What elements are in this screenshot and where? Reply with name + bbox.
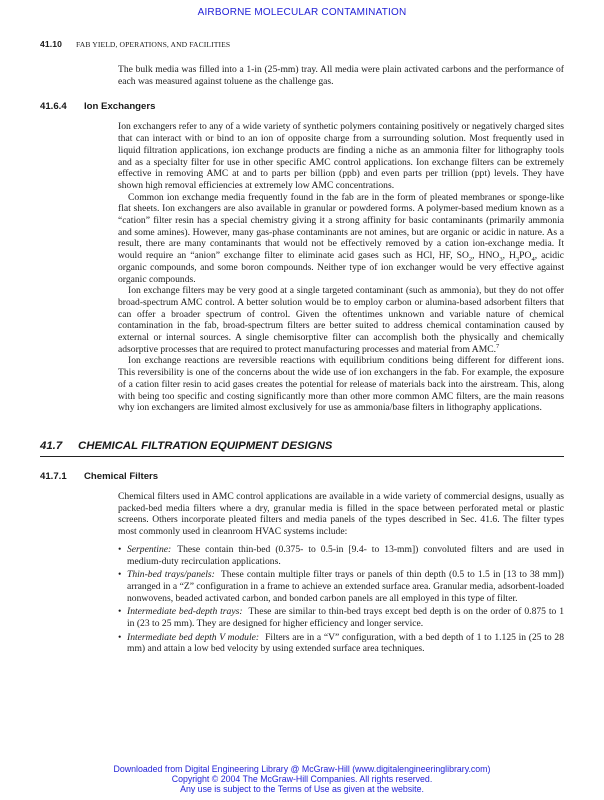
list-item-text: These contain thin-bed (0.375- to 0.5-in [9.4- to 13-mm]) convoluted filters and are used in medium-duty recirculation applications.	[127, 543, 564, 567]
chemical-filters-body	[118, 491, 564, 655]
section-title: Chemical Filters	[84, 470, 159, 482]
subscript: 3	[515, 256, 520, 264]
running-head	[40, 39, 564, 49]
section-heading-chemical-filtration	[40, 440, 564, 457]
ion-exchangers-body	[118, 121, 564, 414]
list-item-term: Thin-bed trays/panels:	[127, 569, 215, 581]
section-number: 41.7	[40, 439, 63, 452]
list-item-text: These are similar to thin-bed trays except bed depth is on the order of 0.875 to 1 in (23 to 25 mm). They are designed for higher efficiency and longer service.	[127, 606, 564, 630]
paragraph: Ion exchange reactions are reversible reactions with equilibrium conditions being different for different ions. This reversibility is one of the concerns about the wide use of ion exchangers in the fab. For example, the exposure of a cation filter resin to acid gases creates the potential for release of materials back into the airstream. This, along with being too specific and costing significantly more than other more common AMC filters, are the main reasons why ion exchangers are limited almost exclusively for use as ammonia/base filters in lithography applications.	[118, 355, 564, 414]
section-heading-chemical-filters	[40, 471, 564, 482]
footer-terms: Any use is subject to the Terms of Use as given at the website.	[180, 784, 424, 794]
subscript: 3	[499, 256, 503, 264]
list-item	[118, 606, 564, 629]
section-number: 41.6.4	[40, 101, 67, 113]
section-heading-ion-exchangers	[40, 101, 564, 112]
section-title: CHEMICAL FILTRATION EQUIPMENT DESIGNS	[78, 439, 333, 452]
section-number: 41.7.1	[40, 470, 67, 482]
list-item-text: Filters are in a “V” configuration, with a bed depth of 1 to 1.125 in (25 to 28 mm) and attain a low bed velocity by using extended surface area techniques.	[127, 631, 565, 655]
list-item-text: These contain multiple filter trays or panels of thin depth (0.5 to 1.5 in [13 to 38 mm]) arranged in a “Z” configuration in a frame to achieve an extended surface area. Granular media, adsorbent-loaded nonwovens, beaded activated carbon, and bonded carbon panels are all employed in this type of filter.	[127, 569, 564, 604]
list-item-term: Intermediate bed-depth trays:	[127, 606, 243, 618]
reference-superscript: 7	[496, 342, 500, 350]
running-head-title: FAB YIELD, OPERATIONS, AND FACILITIES	[76, 40, 231, 49]
list-item	[118, 632, 564, 655]
intro-block	[118, 64, 564, 87]
paragraph	[118, 285, 564, 355]
text-run: Ion exchange filters may be very good at a single targeted contaminant (such as ammonia), but they do not offer broad-spectrum AMC control. A better solution would be to employ carbon or alumina-based adsorbent filters that can offer a broader spectrum of control. Given the oftentimes unknown and variable nature of chemical contamination in the fab, broad-spectrum filters are better suited to address chemical contamination caused by external or internal sources. A single chemisorptive filter can accomplish both the physically and chemically adsorptive processes that are required to protect manufacturing processes and material from AMC.	[118, 285, 564, 355]
page-content	[40, 64, 564, 657]
footer-download-link[interactable]: Downloaded from Digital Engineering Library @ McGraw-Hill (www.digitalengineeringlibrary.com)	[113, 764, 491, 774]
list-item-term: Serpentine:	[127, 543, 172, 555]
top-banner: AIRBORNE MOLECULAR CONTAMINATION	[197, 7, 407, 18]
page-number: 41.10	[40, 39, 63, 49]
section-title: Ion Exchangers	[84, 101, 156, 113]
footer	[0, 764, 604, 794]
paragraph: Ion exchangers refer to any of a wide variety of synthetic polymers containing positively or negatively charged sites that can interact with or bind to an ion of opposite charge from a surrounding solution. Most frequently used in liquid filtration applications, ion exchange products are finding a niche as an ammonia filter for lithography tools and as a specialty filter for use in other specific AMC control applications. Ion exchange filters can be extremely effective in removing AMC at and to parts per billion (ppb) and even parts per trillion (ppt) levels. They have shown high removal efficiencies at extremely low AMC concentrations.	[118, 121, 564, 191]
filter-types-list	[118, 544, 564, 655]
text-run: , H	[502, 250, 516, 262]
footer-copyright: Copyright © 2004 The McGraw-Hill Companies. All rights reserved.	[171, 774, 433, 784]
text-run: PO	[519, 250, 532, 262]
list-item	[118, 569, 564, 604]
list-item	[118, 544, 564, 567]
subscript: 4	[531, 256, 535, 264]
intro-paragraph: The bulk media was filled into a 1-in (25-mm) tray. All media were plain activated carbons and the performance of each was measured against toluene as the challenge gas.	[118, 64, 564, 87]
list-item-term: Intermediate bed depth V module:	[127, 631, 260, 643]
text-run: , HNO	[472, 250, 500, 262]
paragraph	[118, 192, 564, 286]
paragraph: Chemical filters used in AMC control applications are available in a wide variety of commercial designs, usually as packed-bed media filters where a dry, granular media is filled in the space between perforated metal or plastic screens. Others incorporate pleated filters and media panels of the types described in Sec. 41.6. The filter types most commonly used in cleanroom HVAC systems include:	[118, 490, 564, 538]
text-run: Common ion exchange media frequently found in the fab are in the form of pleated membranes or sponge-like flat sheets. Ion exchangers are also available in granular or powdered forms. A polymer-based medium known as a “cation” filter resin has a special chemistry giving it a strong affinity for basic contaminants (primarily ammonia and some amines). However, many gas-phase contaminants are not amines, but are organic or acidic in nature. As a result, there are many contaminants that would not be effectively removed by a cation ion-exchange media. It would require an “anion” exchange filter to eliminate acid gases such as HCl, HF, SO	[118, 191, 564, 262]
text-run: , acidic organic compounds, and some boron compounds. Neither type of ion exchanger would be very effective against organic compounds.	[118, 250, 564, 285]
subscript: 2	[468, 256, 473, 264]
